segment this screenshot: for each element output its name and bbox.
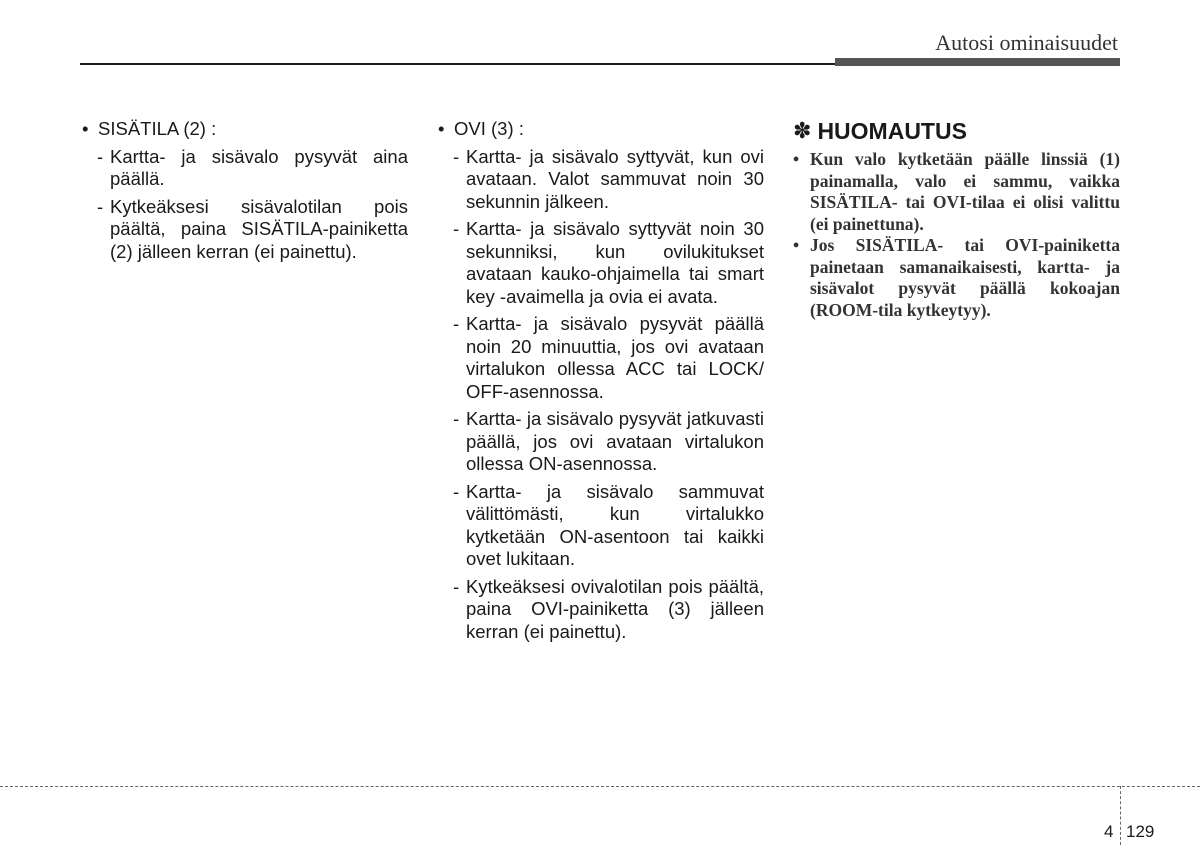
page-number: 129 xyxy=(1126,822,1155,841)
list-item: • Jos SISÄTILA- tai OVI-painiketta painetaan samanaikaisesti, kartta- ja sisävalot pysyvät päällä kokoajan (ROOM-tila kytkeytyy). xyxy=(793,235,1120,321)
list-item: - Kytkeäksesi ovivalotilan pois päältä, paina OVI-painiketta (3) jälleen kerran (ei painettu). xyxy=(438,576,764,644)
list-item: - Kartta- ja sisävalo sammuvat välittömästi, kun virtalukko kytketään ON-asentoon tai kaikki ovet lukitaan. xyxy=(438,481,764,571)
sisatila-list xyxy=(82,146,408,264)
footer-divider xyxy=(0,786,1200,787)
note-title: HUOMAUTUS xyxy=(817,118,967,144)
list-item: - Kartta- ja sisävalo pysyvät aina päällä. xyxy=(82,146,408,191)
asterisk-icon: ✽ xyxy=(793,118,812,143)
footer-vertical-divider xyxy=(1120,786,1121,845)
sisatila-heading: • SISÄTILA (2) : xyxy=(82,118,408,141)
header-divider xyxy=(80,63,835,65)
section-title: Autosi ominaisuudet xyxy=(935,30,1118,55)
middle-column xyxy=(438,118,764,648)
list-item: - Kytkeäksesi sisävalotilan pois päältä, paina SISÄTILA-painiketta (2) jälleen kerran (ei painettu). xyxy=(82,196,408,264)
note-list xyxy=(793,149,1120,321)
ovi-list xyxy=(438,146,764,644)
ovi-heading: • OVI (3) : xyxy=(438,118,764,141)
list-item: - Kartta- ja sisävalo pysyvät jatkuvasti päällä, jos ovi avataan virtalukon ollessa ON-asennossa. xyxy=(438,408,764,476)
note-box xyxy=(793,118,1120,321)
list-item: - Kartta- ja sisävalo syttyvät noin 30 sekunniksi, kun ovilukitukset avataan kauko-ohjaimella tai smart key -avaimella ja ovia ei avata. xyxy=(438,218,764,308)
header-accent-bar xyxy=(835,58,1120,66)
left-column xyxy=(82,118,408,268)
note-heading xyxy=(793,118,1120,144)
list-item: - Kartta- ja sisävalo syttyvät, kun ovi avataan. Valot sammuvat noin 30 sekunnin jälkeen. xyxy=(438,146,764,214)
list-item: - Kartta- ja sisävalo pysyvät päällä noin 20 minuuttia, jos ovi avataan virtalukon ollessa ACC tai LOCK/ OFF-asennossa. xyxy=(438,313,764,403)
chapter-number: 4 xyxy=(1104,822,1114,841)
list-item: • Kun valo kytketään päälle linssiä (1) painamalla, valo ei sammu, vaikka SISÄTILA- tai OVI-tilaa ei olisi valittu (ei painettuna). xyxy=(793,149,1120,235)
